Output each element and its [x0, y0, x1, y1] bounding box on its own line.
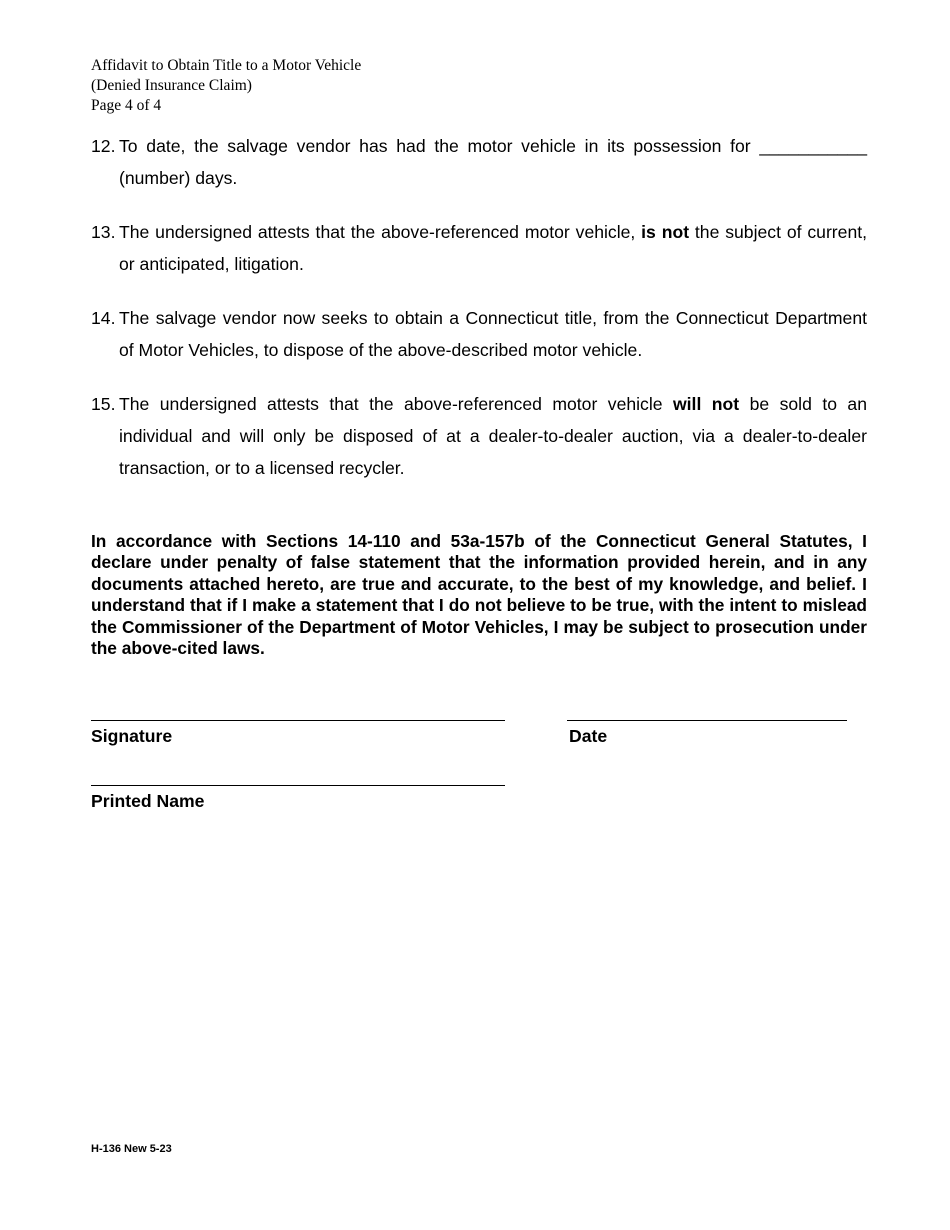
- printed-name-line[interactable]: [91, 765, 505, 786]
- statement-text: [119, 302, 867, 366]
- numbered-statements: [91, 130, 867, 506]
- form-code: H-136 New 5-23: [91, 1143, 172, 1155]
- printed-name-label: Printed Name: [91, 791, 205, 811]
- page-number: Page 4 of 4: [91, 97, 162, 114]
- statement-13: [91, 216, 867, 280]
- statement-text: [119, 130, 867, 194]
- statement-text-part: To date, the salvage vendor has had the motor vehicle in its possession for ___________ (number) days.: [119, 136, 867, 188]
- printed-name-block: [91, 765, 505, 811]
- date-line[interactable]: [567, 700, 847, 721]
- statement-text: [119, 216, 867, 280]
- document-subtitle: (Denied Insurance Claim): [91, 77, 252, 94]
- statement-emphasis: is not: [641, 222, 690, 242]
- statement-number: 13.: [91, 222, 116, 242]
- statement-text-part: The undersigned attests that the above-referenced motor vehicle: [119, 394, 673, 414]
- statement-number: 15.: [91, 394, 116, 414]
- statement-number: 14.: [91, 308, 116, 328]
- signature-label: Signature: [91, 726, 173, 746]
- statement-emphasis: will not: [672, 394, 740, 414]
- statement-15: [91, 388, 867, 484]
- legal-declaration: In accordance with Sections 14-110 and 53a-157b of the Connecticut General Statutes, I declare under penalty of false statement that the information provided herein, and in any documents attached hereto, are true and accurate, to the best of my knowledge, and belief. I understand that if I make a statement that I do not believe to be true, with the intent to mislead the Commissioner of the Department of Motor Vehicles, I may be subject to prosecution under the above-cited laws.: [91, 531, 867, 659]
- statement-text-part: be sold to an individual and will only be disposed of at a dealer-to-dealer auction, via a dealer-to-dealer transaction, or to a licensed recycler.: [119, 394, 868, 478]
- statement-text: [119, 388, 867, 484]
- statement-12: [91, 130, 867, 194]
- statement-text-part: The undersigned attests that the above-referenced motor vehicle,: [119, 222, 642, 242]
- date-block: [567, 700, 847, 746]
- statement-text-part: The salvage vendor now seeks to obtain a Connecticut title, from the Connecticut Department of Motor Vehicles, to dispose of the above-described motor vehicle.: [119, 308, 867, 360]
- signature-line[interactable]: [91, 700, 505, 721]
- statement-text-part: the subject of current, or anticipated, litigation.: [119, 222, 868, 274]
- document-title: Affidavit to Obtain Title to a Motor Vehicle: [91, 57, 362, 74]
- signature-block: [91, 700, 505, 746]
- page-header: [91, 56, 361, 116]
- statement-14: [91, 302, 867, 366]
- statement-number: 12.: [91, 136, 116, 156]
- date-label: Date: [569, 726, 608, 746]
